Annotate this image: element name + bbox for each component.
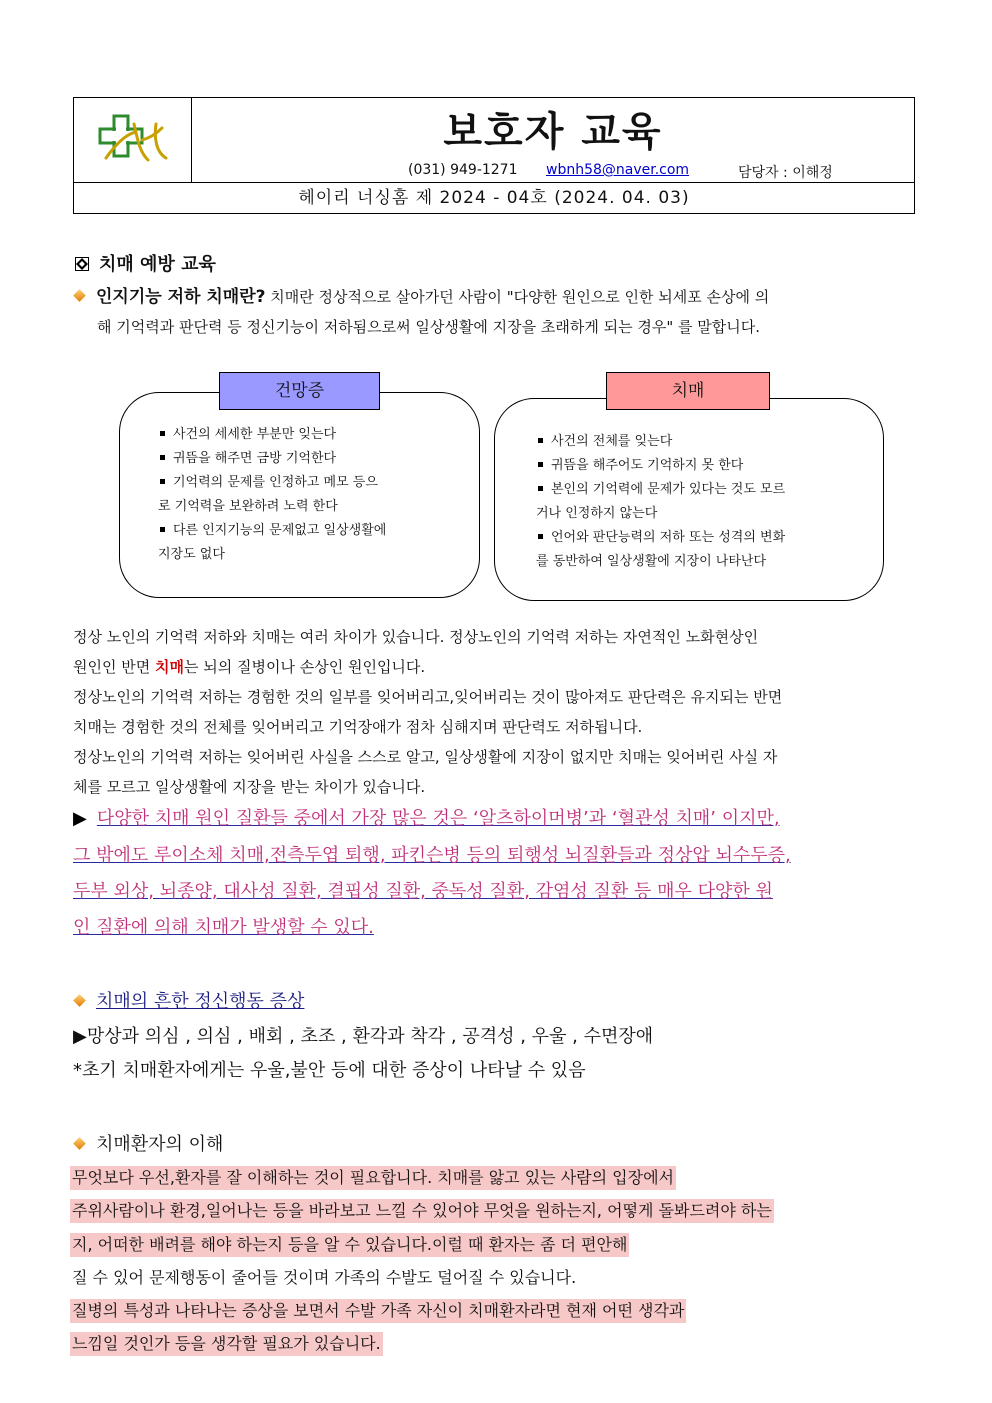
symptoms-list: [73, 1020, 653, 1088]
list-item: 사건의 전체를 잊는다: [536, 430, 876, 454]
list-item: 귀뜸을 해주면 금방 기억한다: [158, 447, 458, 471]
phone-number: (031) 949-1271: [408, 162, 518, 178]
list-item: 로 기억력을 보완하려 노력 한다: [158, 499, 338, 514]
manager-name: 담당자 : 이해정: [738, 165, 833, 181]
causes-line-2: 그 밖에도 루이소체 치매,전측두엽 퇴행, 파킨슨병 등의 퇴행성 뇌질환들과 정상압 뇌수두증,: [73, 845, 791, 866]
dementia-label: 치매: [606, 372, 770, 410]
understanding-line: 지, 어떠한 배려를 해야 하는지 등을 알 수 있습니다.이럴 때 환자는 좀 더 편안해: [70, 1233, 629, 1257]
section-heading-text: 치매의 흔한 정신행동 증상: [96, 991, 305, 1012]
section-heading-text: 치매 예방 교육: [99, 254, 216, 275]
forgetfulness-label: 건망증: [219, 372, 380, 410]
list-item: 귀뜸을 해주어도 기억하지 못 한다: [536, 454, 876, 478]
title-cell: [192, 98, 914, 182]
body-line: 치매는 경험한 것의 전체를 잊어버리고 기억장애가 점차 심해지며 판단력도 저하됩니다.: [73, 718, 643, 736]
issue-number: 헤이리 너싱홈 제 2024 - 04호 (2024. 04. 03): [74, 182, 914, 214]
diamond-bullet-icon: [73, 289, 86, 302]
intro-bold-term: 인지기능 저하 치매란?: [96, 287, 266, 307]
intro-paragraph: [75, 282, 925, 342]
logo-cell: [74, 98, 192, 182]
list-item: 거나 인정하지 않는다: [536, 506, 658, 521]
list-item: 본인의 기억력에 문제가 있다는 것도 모르: [536, 478, 876, 502]
list-item: 지장도 없다: [158, 547, 225, 562]
comparison-paragraph: [73, 622, 933, 802]
body-line: 정상노인의 기억력 저하는 잊어버린 사실을 스스로 알고, 일상생활에 지장이 없지만 치매는 잊어버린 사실 자: [73, 748, 778, 766]
section-heading-text: 치매환자의 이해: [96, 1134, 224, 1155]
causes-line-3: 두부 외상, 뇌종양, 대사성 질환, 결핍성 질환, 중독성 질환, 감염성 질환 등 매우 다양한 원: [73, 881, 773, 902]
understanding-line: 주위사람이나 환경,일어나는 등을 바라보고 느낄 수 있어야 무엇을 원하는지, 어떻게 돌봐드려야 하는: [70, 1199, 774, 1223]
dementia-list: [536, 430, 876, 574]
diamond-bullet-icon: [73, 1137, 86, 1150]
checkbox-diamond-icon: [75, 257, 89, 271]
causes-line-4: 인 질환에 의해 치매가 발생할 수 있다.: [73, 917, 374, 938]
causes-line-1: ▶ 다양한 치매 원인 질환들 중에서 가장 많은 것은 ‘알츠하이머병’과 ‘혈관성 치매’ 이지만,: [73, 808, 780, 829]
symptoms-note: *초기 치매환자에게는 우울,불안 등에 대한 증상이 나타날 수 있음: [73, 1060, 586, 1081]
section-heading-symptoms: [75, 987, 304, 1013]
page-title: 보호자 교육: [443, 109, 663, 155]
intro-text-line2: 해 기억력과 판단력 등 정신기능이 저하됨으로써 일상생활에 지장을 초래하게 되는 경우" 를 말합니다.: [97, 318, 760, 336]
forgetfulness-list: [158, 423, 458, 567]
arrow-icon: ▶: [73, 808, 87, 829]
list-item: 언어와 판단능력의 저하 또는 성격의 변화: [536, 526, 876, 550]
intro-text-line1: 치매란 정상적으로 살아가던 사람이 "다양한 원인으로 인한 뇌세포 손상에 의: [265, 288, 770, 306]
section-heading-understanding: [75, 1130, 223, 1156]
list-item: 사건의 세세한 부분만 잊는다: [158, 423, 458, 447]
email-link[interactable]: wbnh58@naver.com: [546, 162, 690, 178]
body-line: 정상 노인의 기억력 저하와 치매는 여러 차이가 있습니다. 정상노인의 기억력 저하는 자연적인 노화현상인: [73, 628, 759, 646]
list-item: 기억력의 문제를 인정하고 메모 등으: [158, 471, 458, 495]
symptoms-line: ▶망상과 의심 , 의심 , 배회 , 초조 , 환각과 착각 , 공격성 , 우울 , 수면장애: [73, 1026, 654, 1047]
understanding-line: 느낌일 것인가 등을 생각할 필요가 있습니다.: [70, 1332, 383, 1356]
dementia-highlight: 치매: [155, 658, 184, 676]
body-line: 원인인 반면 치매는 뇌의 질병이나 손상인 원인입니다.: [73, 658, 426, 676]
understanding-line: 질병의 특성과 나타나는 증상을 보면서 수발 가족 자신이 치매환자라면 현재 어떤 생각과: [70, 1299, 686, 1323]
list-item: 다른 인지기능의 문제없고 일상생활에: [158, 519, 458, 543]
understanding-line: 무엇보다 우선,환자를 잘 이해하는 것이 필요합니다. 치매를 앓고 있는 사람의 입장에서: [70, 1166, 676, 1190]
body-line: 체를 모르고 일상생활에 지장을 받는 차이가 있습니다.: [73, 778, 426, 796]
body-line: 정상노인의 기억력 저하는 경험한 것의 일부를 잊어버리고,잊어버리는 것이 많아져도 판단력은 유지되는 반면: [73, 688, 783, 706]
understanding-line: 질 수 있어 문제행동이 줄어들 것이며 가족의 수발도 덜어질 수 있습니다.: [72, 1268, 577, 1287]
list-item: 를 동반하여 일상생활에 지장이 나타난다: [536, 554, 767, 569]
nursing-home-logo: [96, 114, 172, 166]
section-heading-prevention: [75, 250, 216, 276]
header-box: [73, 97, 915, 214]
diamond-bullet-icon: [73, 994, 86, 1007]
